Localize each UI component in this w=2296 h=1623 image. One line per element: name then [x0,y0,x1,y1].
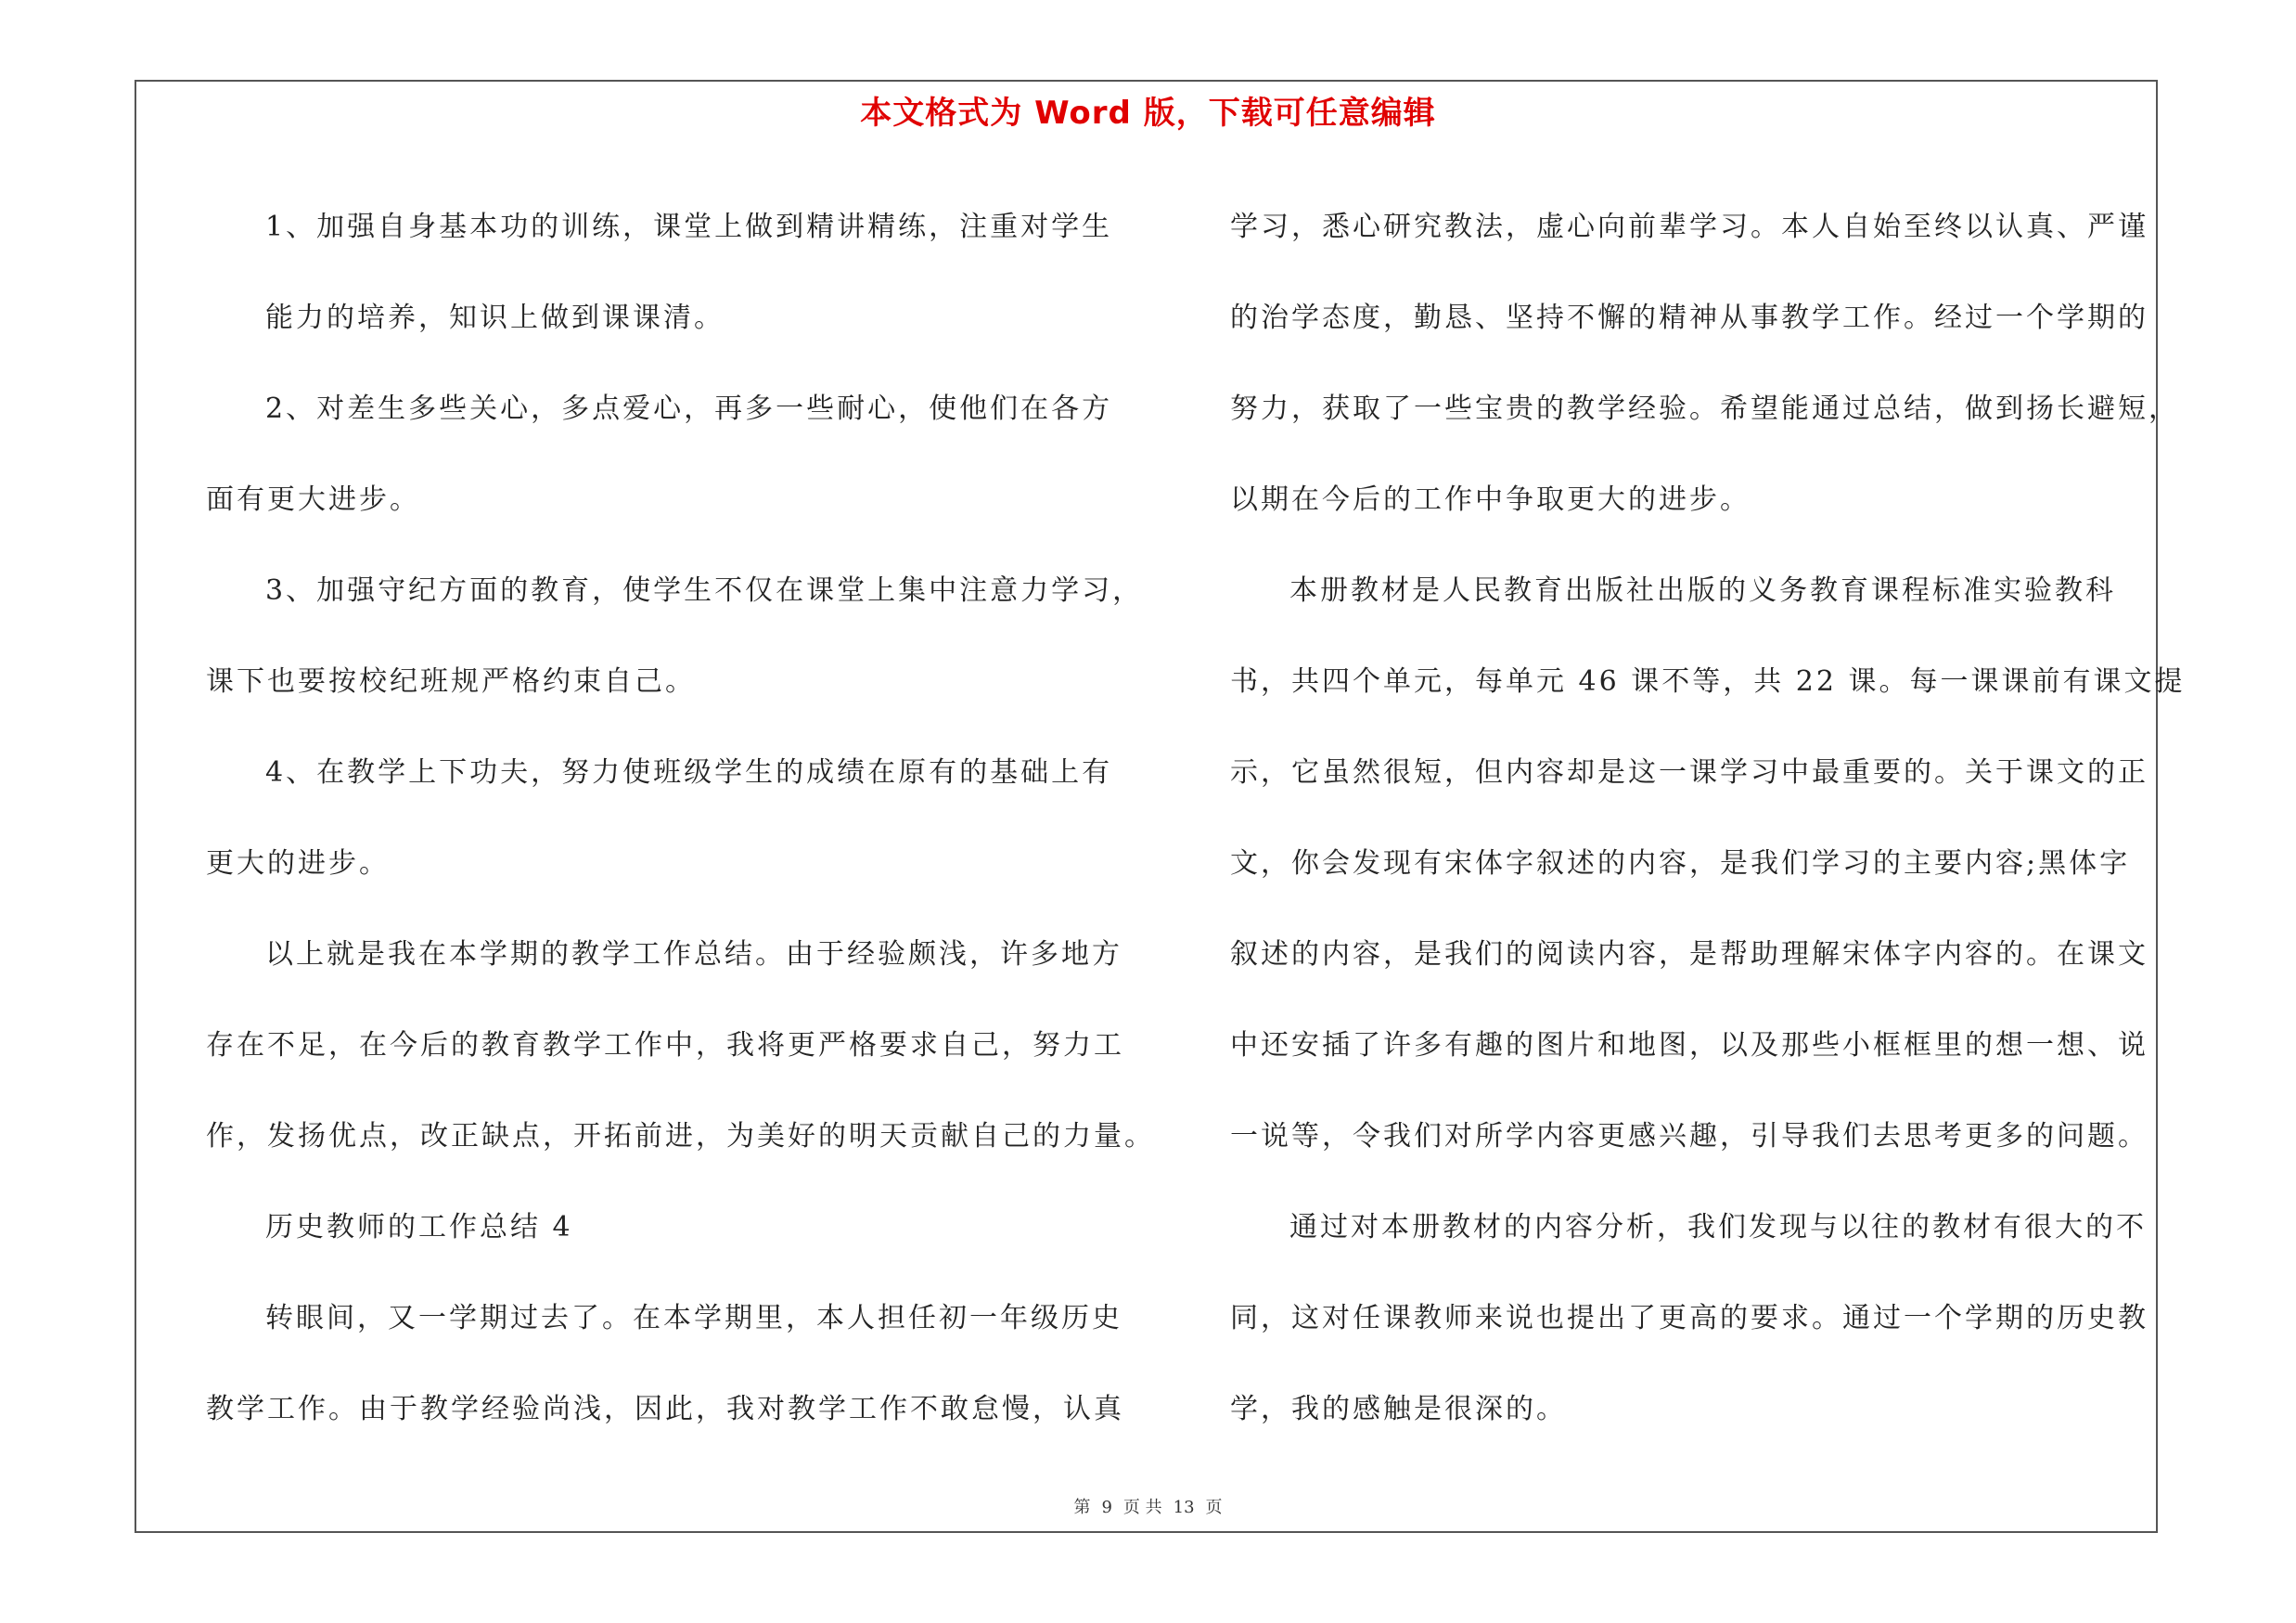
text-line: 叙述的内容，是我们的阅读内容，是帮助理解宋体字内容的。在课文 [1230,938,2148,971]
text-line: 书，共四个单元，每单元 46 课不等，共 22 课。每一课课前有课文提 [1230,665,2186,698]
text-line: 课下也要按校纪班规严格约束自己。 [206,665,696,698]
text-line: 通过对本册教材的内容分析，我们发现与以往的教材有很大的不 [1289,1211,2147,1243]
text-line: 存在不足，在今后的教育教学工作中，我将更严格要求自己，努力工 [206,1029,1124,1062]
footer-mid: 页 共 [1122,1498,1162,1517]
text-line: 1、加强自身基本功的训练，课堂上做到精讲精练，注重对学生 [265,211,1113,243]
text-line: 学习，悉心研究教法，虚心向前辈学习。本人自始至终以认真、严谨 [1230,211,2148,243]
text-line: 转眼间，又一学期过去了。在本学期里，本人担任初一年级历史 [265,1302,1122,1334]
format-banner: 本文格式为 Word 版，下载可任意编辑 [860,95,1436,132]
text-line: 3、加强守纪方面的教育，使学生不仅在课堂上集中注意力学习， [265,574,1144,607]
text-line: 以期在今后的工作中争取更大的进步。 [1230,483,1751,516]
text-line: 以上就是我在本学期的教学工作总结。由于经验颇浅，许多地方 [265,938,1122,971]
text-line: 努力，获取了一些宝贵的教学经验。希望能通过总结，做到扬长避短， [1230,393,2179,425]
text-line: 面有更大进步。 [206,483,420,516]
right-column [1230,182,2186,1455]
text-line: 示，它虽然很短，但内容却是这一课学习中最重要的。关于课文的正 [1230,756,2148,789]
page-footer [0,1494,2296,1518]
text-line: 一说等，令我们对所学内容更感兴趣，引导我们去思考更多的问题。 [1230,1120,2148,1153]
footer-suffix: 页 [1205,1498,1223,1517]
text-line: 的治学态度，勤恳、坚持不懈的精神从事教学工作。经过一个学期的 [1230,302,2148,334]
text-line: 中还安插了许多有趣的图片和地图，以及那些小框框里的想一想、说 [1230,1029,2148,1062]
left-column [206,182,1155,1455]
text-line: 能力的培养，知识上做到课课清。 [265,302,725,334]
text-line: 同，这对任课教师来说也提出了更高的要求。通过一个学期的历史教 [1230,1302,2148,1334]
text-line: 作，发扬优点，改正缺点，开拓前进，为美好的明天贡献自己的力量。 [206,1120,1155,1153]
text-line: 历史教师的工作总结 4 [265,1211,573,1243]
text-line: 4、在教学上下功夫，努力使班级学生的成绩在原有的基础上有 [265,756,1113,789]
footer-prefix: 第 [1073,1498,1091,1517]
text-line: 教学工作。由于教学经验尚浅，因此，我对教学工作不敢怠慢，认真 [206,1393,1124,1425]
text-line: 更大的进步。 [206,847,390,880]
footer-page-number: 9 [1101,1498,1112,1517]
text-line: 文，你会发现有宋体字叙述的内容，是我们学习的主要内容;黑体字 [1230,847,2131,880]
text-line: 本册教材是人民教育出版社出版的义务教育课程标准实验教科 [1289,574,2116,607]
text-line: 学，我的感触是很深的。 [1230,1393,1567,1425]
text-line: 2、对差生多些关心，多点爱心，再多一些耐心，使他们在各方 [265,393,1113,425]
footer-total-pages: 13 [1173,1498,1195,1517]
